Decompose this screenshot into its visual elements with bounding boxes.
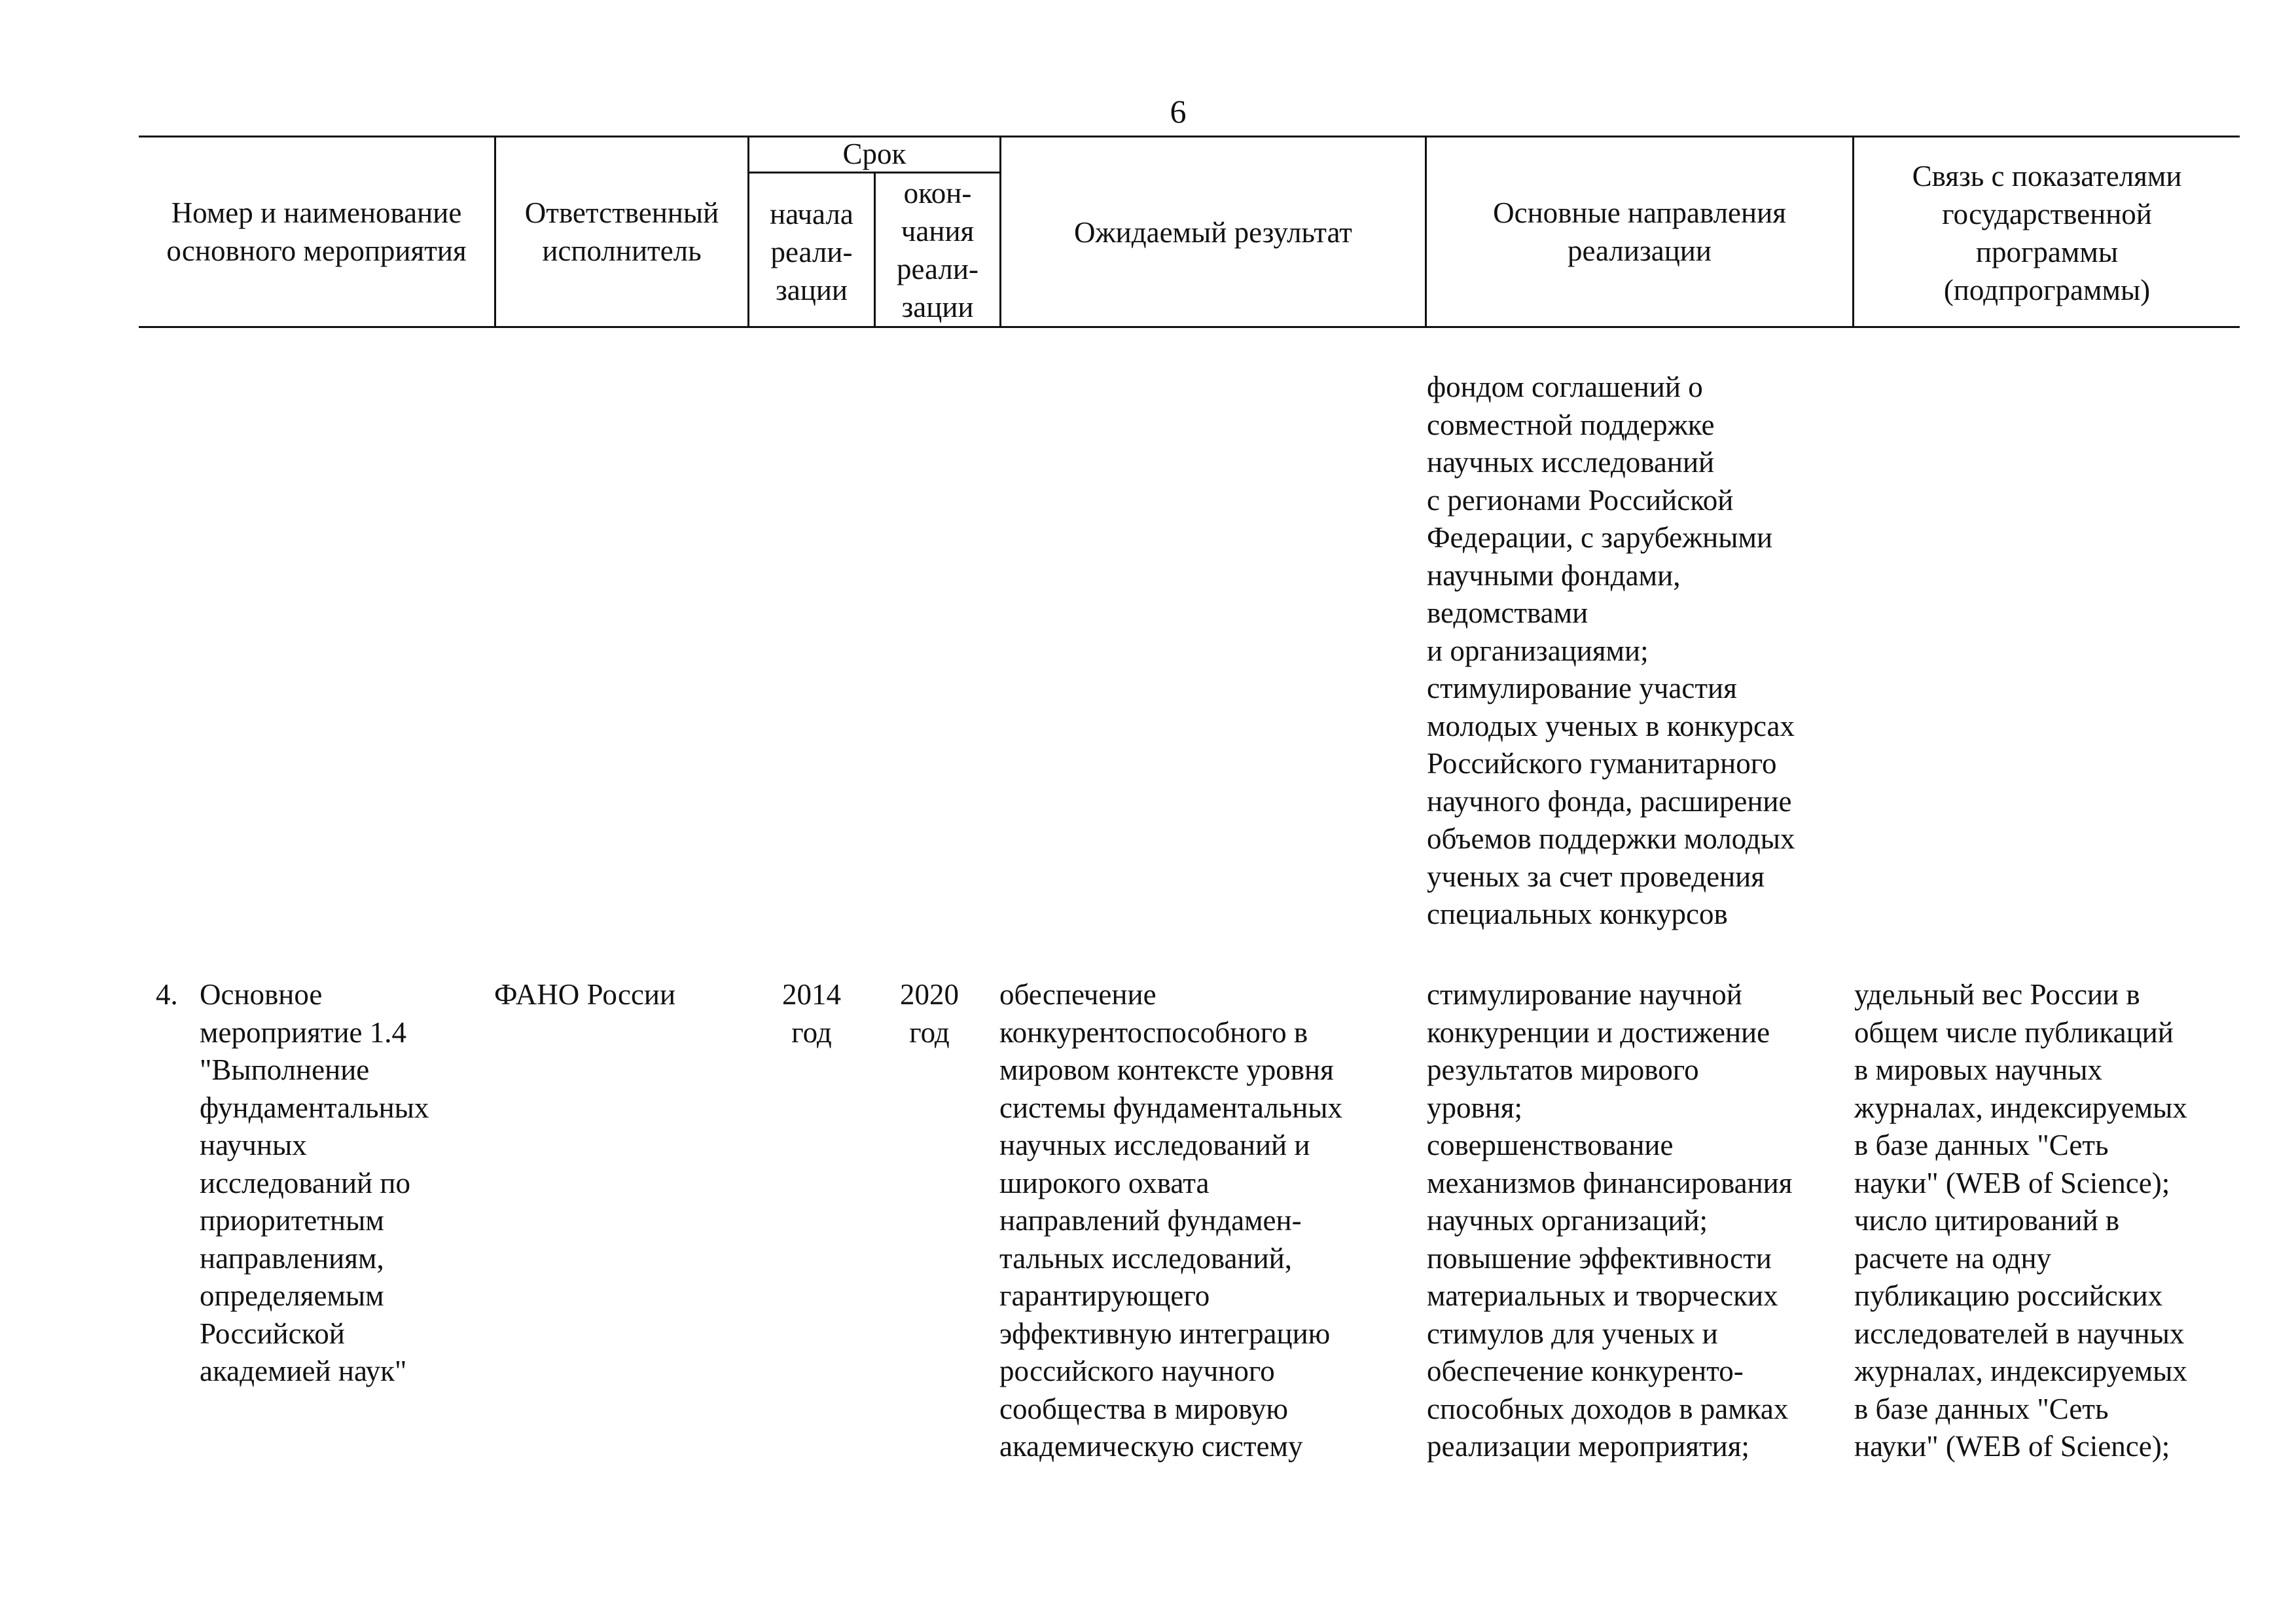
- header-executor: Ответственный исполнитель: [524, 196, 719, 267]
- header-end: окон- чания реали- зации: [897, 177, 978, 323]
- executor: ФАНО России: [494, 978, 676, 1011]
- program-indicators: удельный вес России в общем числе публикаций в мировых научных журналах, индексируемых в базе данных "Сеть науки" (WEB of Science); число цитирований в расчете на одну публикацию российских исследователей в научных журналах, индексируемых в базе данных "Сеть науки" (WEB of Science);: [1854, 978, 2187, 1463]
- main-directions: стимулирование научной конкуренции и достижение результатов мирового уровня; совершенствование механизмов финансирования научных организаций; повышение эффективности материальных и творческих стимулов для ученых и обеспечение конкуренто- способных доходов в рамках реализации мероприятия;: [1427, 978, 1793, 1463]
- header-expected-result: Ожидаемый результат: [1074, 216, 1352, 249]
- end-year: 2020 год: [900, 978, 959, 1049]
- expected-result: обеспечение конкурентоспособного в мировом контексте уровня системы фундаментальных научных исследований и широкого охвата направлений фундамен- тальных исследований, гарантирующего эффективную интеграцию российского научного сообщества в мировую академическую систему: [999, 978, 1343, 1463]
- header-top-rule: [139, 136, 2240, 137]
- header-number-name: Номер и наименование основного мероприятия: [166, 196, 467, 267]
- row-number: 4.: [156, 978, 178, 1011]
- header-indicators: Связь с показателями государственной программы (подпрограммы): [1912, 160, 2182, 306]
- header-start: начала реали- зации: [770, 198, 853, 306]
- start-year: 2014 год: [782, 978, 841, 1049]
- header-srok: Срок: [842, 137, 906, 170]
- header-directions: Основные направления реализации: [1493, 196, 1786, 267]
- continuation-directions: фондом соглашений о совместной поддержке научных исследований с регионами Российской Федерации, с зарубежными научными фондами, ведомствами и организациями; стимулирование участия молодых ученых в конкурсах Российского гуманитарного научного фонда, расширение объемов поддержки молодых ученых за счет проведения специальных конкурсов: [1427, 371, 1795, 930]
- page-number: 6: [1170, 93, 1187, 130]
- activity-name: Основное мероприятие 1.4 "Выполнение фундаментальных научных исследований по приоритетным направлениям, определяемым Российской академией наук": [200, 978, 429, 1387]
- header-bottom-rule: [139, 326, 2240, 328]
